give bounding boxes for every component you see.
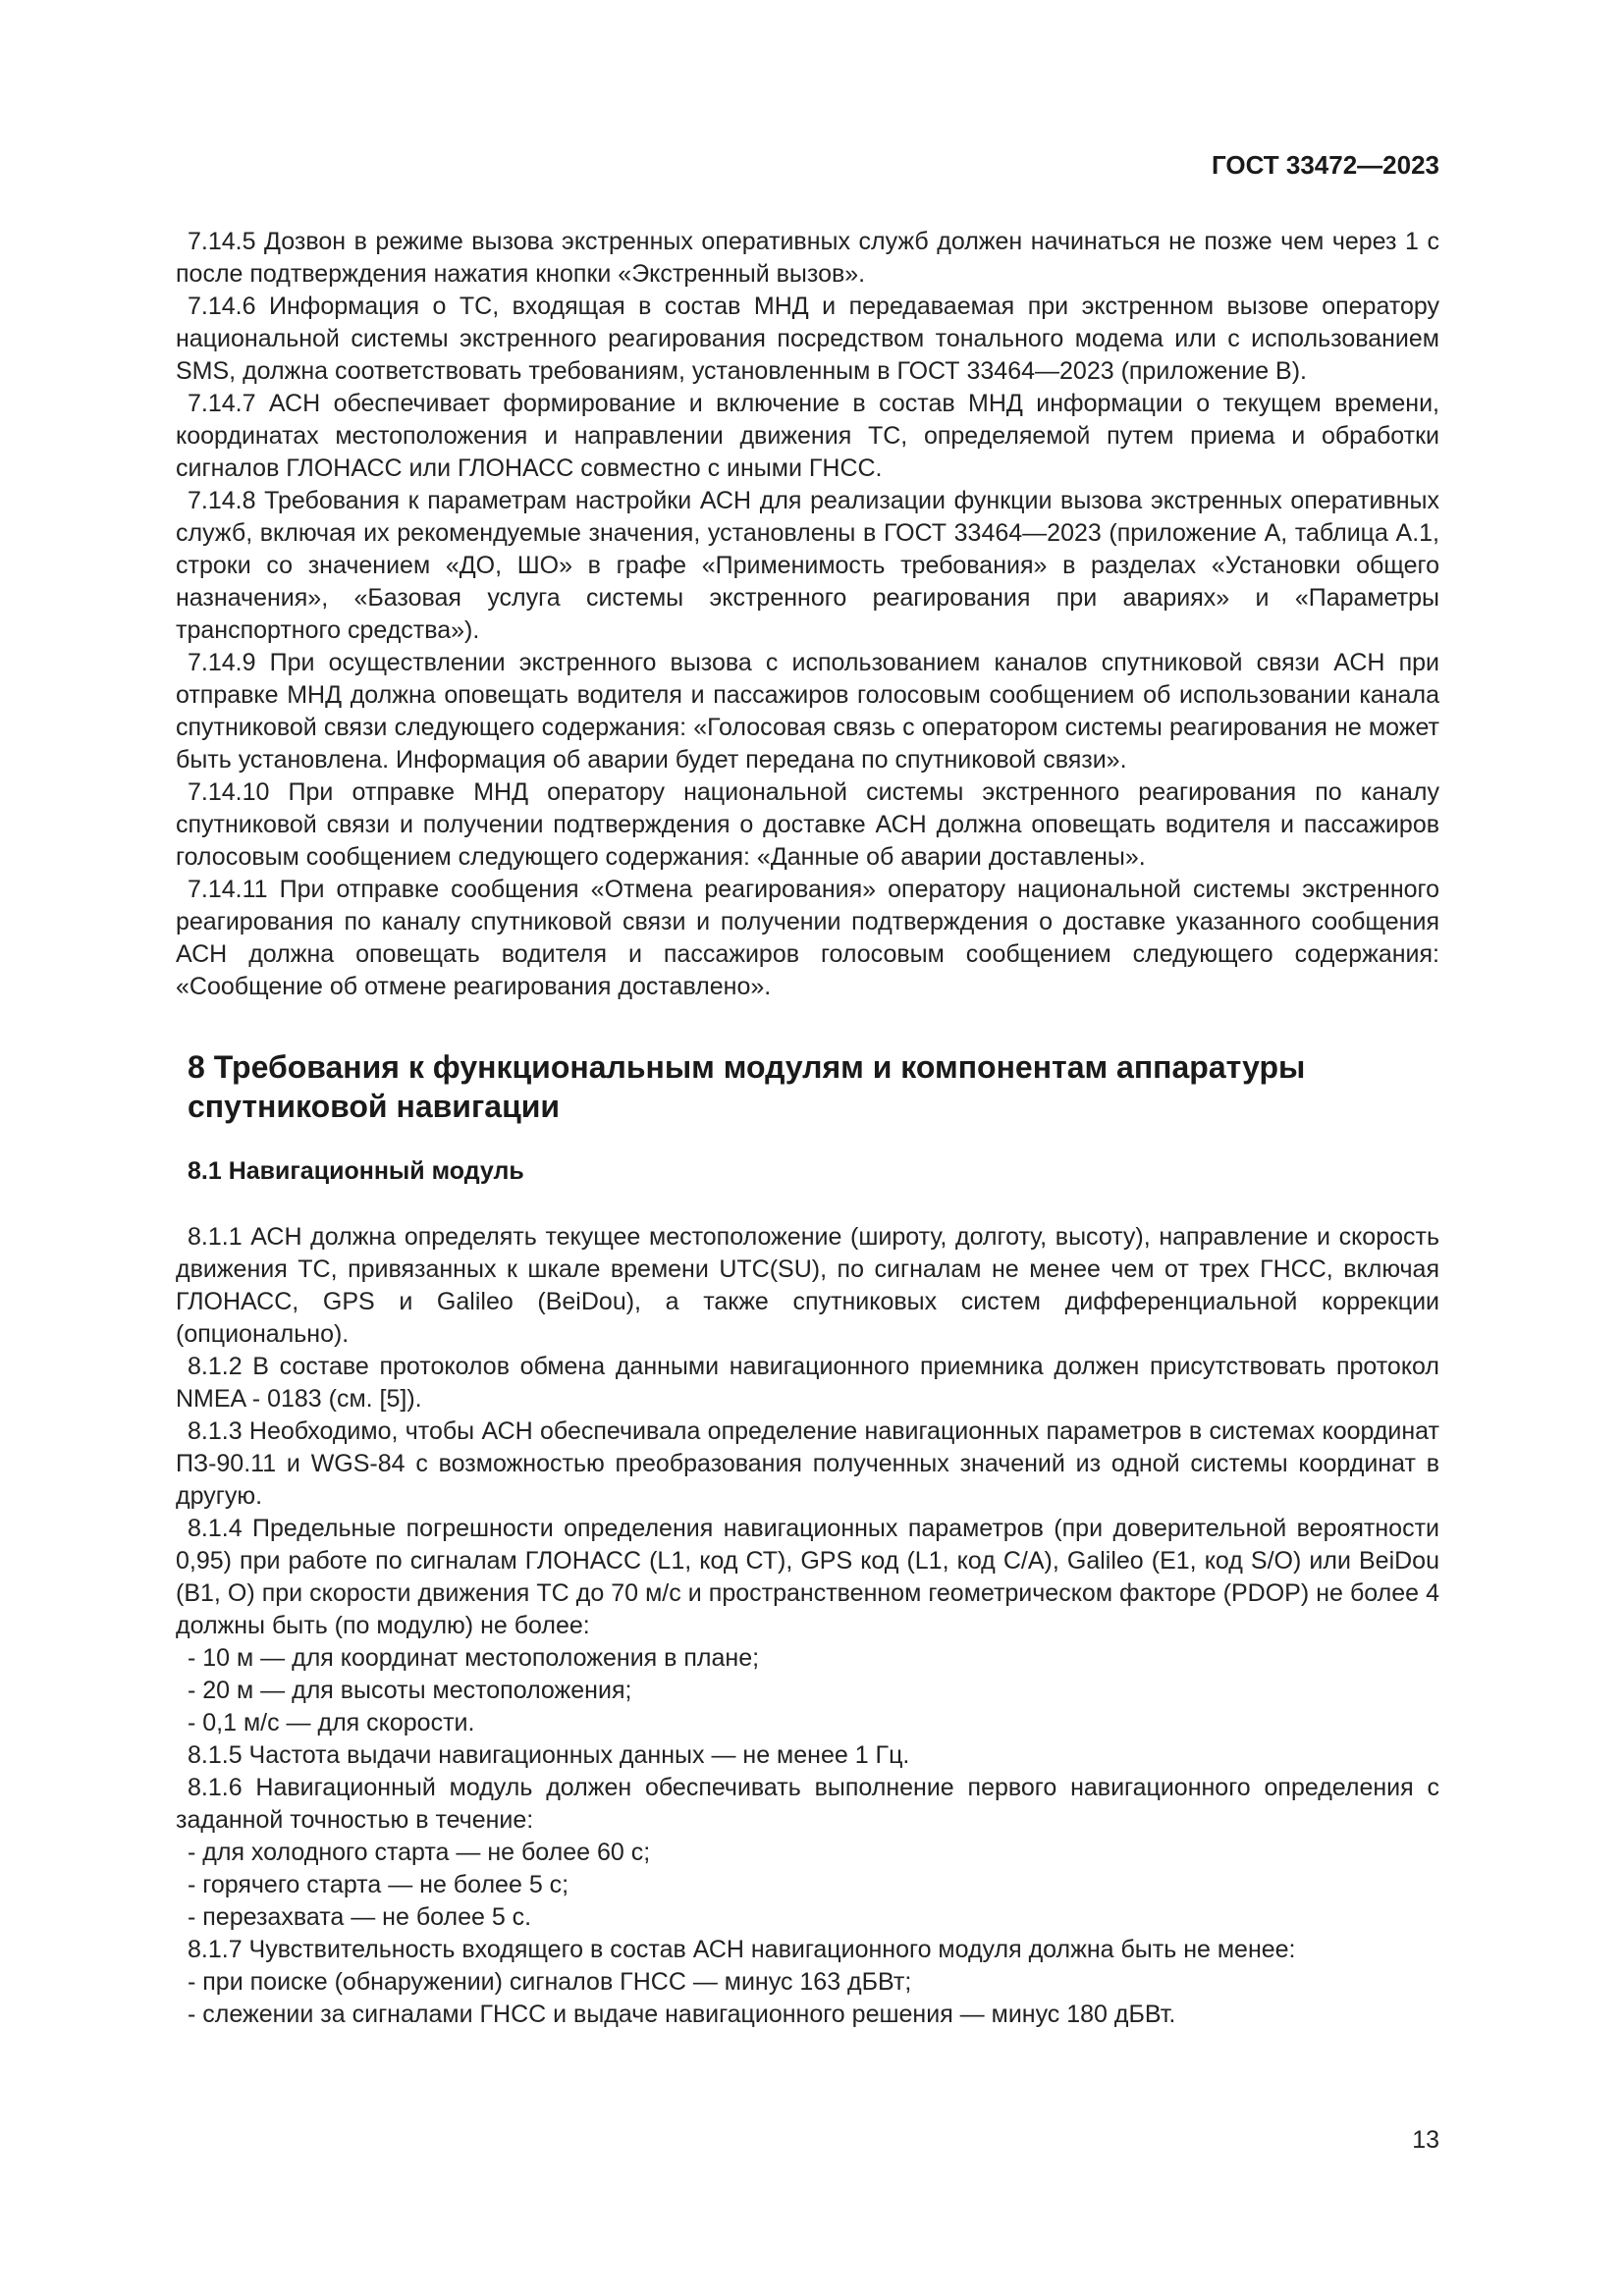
subsection-8-1-heading: 8.1 Навигационный модуль xyxy=(188,1157,524,1185)
paragraph-8-1-6: 8.1.6 Навигационный модуль должен обеспечивать выполнение первого навигационного определения с заданной точностью в течение: xyxy=(176,1774,1439,1834)
paragraph-7-14-11: 7.14.11 При отправке сообщения «Отмена реагирования» оператору национальной системы экстренного реагирования по каналу спутниковой связи и получении подтверждения о доставке указанного сообщения АСН должна оповещать водителя и пассажиров голосовым сообщением следующего содержания: «Сообщение об отмене реагирования доставлено». xyxy=(176,876,1439,1000)
list-item-8-1-4-c: - 0,1 м/с — для скорости. xyxy=(188,1709,475,1736)
document-body xyxy=(176,226,1439,2031)
paragraph-8-1-3: 8.1.3 Необходимо, чтобы АСН обеспечивала определение навигационных параметров в системах координат ПЗ-90.11 и WGS-84 с возможностью преобразования полученных значений из одной системы координат в другую. xyxy=(176,1417,1439,1510)
paragraph-8-1-2: 8.1.2 В составе протоколов обмена данными навигационного приемника должен присутствовать протокол NMEA - 0183 (см. [5]). xyxy=(176,1353,1439,1413)
section-8-heading: 8 Требования к функциональным модулям и компонентам аппаратуры спутниковой навигации xyxy=(188,1049,1306,1124)
list-item-8-1-6-b: - горячего старта — не более 5 с; xyxy=(188,1871,569,1898)
list-item-8-1-7-a: - при поиске (обнаружении) сигналов ГНСС — минус 163 дБВт; xyxy=(188,1968,912,1996)
paragraph-7-14-6: 7.14.6 Информация о ТС, входящая в состав МНД и передаваемая при экстренном вызове оператору национальной системы экстренного реагирования посредством тонального модема или с использованием SMS, должна соответствовать требованиям, установленным в ГОСТ 33464—2023 (приложение В). xyxy=(176,293,1439,385)
paragraph-8-1-5: 8.1.5 Частота выдачи навигационных данных — не менее 1 Гц. xyxy=(188,1741,910,1769)
list-item-8-1-4-a: - 10 м — для координат местоположения в плане; xyxy=(188,1644,760,1672)
paragraph-7-14-7: 7.14.7 АСН обеспечивает формирование и включение в состав МНД информации о текущем времени, координатах местоположения и направлении движения ТС, определяемой путем приема и обработки сигналов ГЛОНАСС или ГЛОНАСС совместно с иными ГНСС. xyxy=(176,390,1439,482)
paragraph-7-14-8: 7.14.8 Требования к параметрам настройки АСН для реализации функции вызова экстренных оперативных служб, включая их рекомендуемые значения, установлены в ГОСТ 33464—2023 (приложение А, таблица А.1, строки со значением «ДО, ШО» в графе «Применимость требования» в разделах «Установки общего назначения», «Базовая услуга системы экстренного реагирования при авариях» и «Параметры транспортного средства»). xyxy=(176,487,1439,644)
page-number: 13 xyxy=(1412,2126,1439,2154)
paragraph-7-14-9: 7.14.9 При осуществлении экстренного вызова с использованием каналов спутниковой связи АСН при отправке МНД должна оповещать водителя и пассажиров голосовым сообщением об использовании канала спутниковой связи следующего содержания: «Голосовая связь с оператором системы реагирования не может быть установлена. Информация об аварии будет передана по спутниковой связи». xyxy=(176,649,1439,774)
list-item-8-1-6-c: - перезахвата — не более 5 с. xyxy=(188,1903,532,1931)
paragraph-8-1-7: 8.1.7 Чувствительность входящего в состав АСН навигационного модуля должна быть не менее: xyxy=(188,1936,1296,1963)
paragraph-8-1-1: 8.1.1 АСН должна определять текущее местоположение (широту, долготу, высоту), направление и скорость движения ТС, привязанных к шкале времени UTC(SU), по сигналам не менее чем от трех ГНСС, включая ГЛОНАСС, GPS и Galileo (BeiDou), а также спутниковых систем дифференциальной коррекции (опционально). xyxy=(176,1223,1439,1348)
list-item-8-1-4-b: - 20 м — для высоты местоположения; xyxy=(188,1677,632,1704)
paragraph-7-14-10: 7.14.10 При отправке МНД оператору национальной системы экстренного реагирования по каналу спутниковой связи и получении подтверждения о доставке АСН должна оповещать водителя и пассажиров голосовым сообщением следующего содержания: «Данные об аварии доставлены». xyxy=(176,778,1439,871)
list-item-8-1-6-a: - для холодного старта — не более 60 с; xyxy=(188,1839,651,1866)
document-header-id: ГОСТ 33472—2023 xyxy=(1212,150,1439,180)
list-item-8-1-7-b: - слежении за сигналами ГНСС и выдаче навигационного решения — минус 180 дБВт. xyxy=(188,2001,1176,2028)
paragraph-7-14-5: 7.14.5 Дозвон в режиме вызова экстренных оперативных служб должен начинаться не позже чем через 1 с после подтверждения нажатия кнопки «Экстренный вызов». xyxy=(176,228,1439,288)
paragraph-8-1-4: 8.1.4 Предельные погрешности определения навигационных параметров (при доверительной вероятности 0,95) при работе по сигналам ГЛОНАСС (L1, код СТ), GPS код (L1, код C/A), Galileo (E1, код S/O) или BeiDou (B1, O) при скорости движения ТС до 70 м/с и пространственном геометрическом факторе (PDOP) не более 4 должны быть (по модулю) не более: xyxy=(176,1515,1439,1639)
